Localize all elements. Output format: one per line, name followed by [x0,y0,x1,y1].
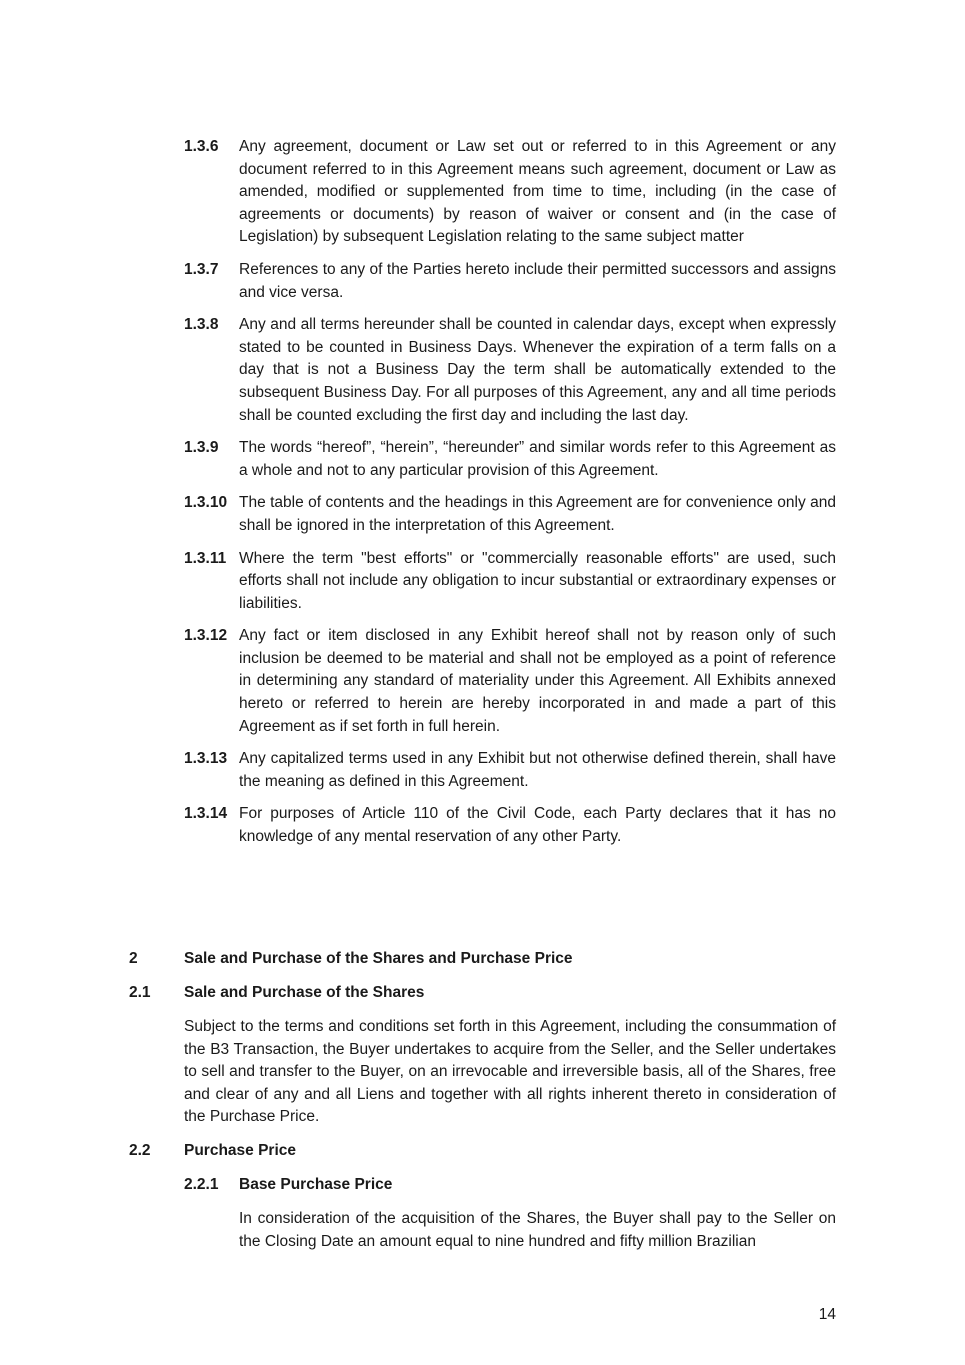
clause-text: References to any of the Parties hereto include their permitted successors and assigns and vice versa. [239,260,836,301]
clause-1-3-6 [184,136,836,249]
clause-1-3-10 [184,492,836,537]
clause-number: 1.3.11 [184,549,227,567]
clause-1-3-12 [184,625,836,738]
clause-1-3-13 [184,748,836,793]
clause-text: Any and all terms hereunder shall be counted in calendar days, except when expressly stated to be counted in Business Days. Whenever the expiration of a term falls on a day that is not a Business Day the term shall be automatically extended to the subsequent Business Day. For all purposes of this Agreement, any and all time periods shall be counted excluding the first day and including the last day. [239,316,836,424]
clause-number: 1.3.7 [184,260,219,278]
section-2-1-heading [129,982,424,1004]
clause-1-3-8 [184,314,836,427]
section-2-2-1-heading [184,1174,392,1196]
clause-1-3-11 [184,548,836,616]
section-number: 2.2 [129,1142,151,1159]
clause-text: Any agreement, document or Law set out or referred to in this Agreement or any document referred to in this Agreement means such agreement, document or Law as amended, modified or supplemented from time to time, including (in the case of agreements or documents) by reason of waiver or consent and (in the case of Legislation) by subsequent Legislation relating to the same subject matter [239,138,836,246]
clause-number: 1.3.8 [184,316,219,334]
clause-1-3-9 [184,437,836,482]
clause-number: 1.3.14 [184,805,228,823]
clause-text: Any fact or item disclosed in any Exhibit hereof shall not by reason only of such inclusion be deemed to be material and shall not be employed as a point of reference in determining any standard of materiality under this Agreement. All Exhibits annexed hereto or referred to herein are hereby incorporated in and made a part of this Agreement as if set forth in full herein. [239,627,836,735]
clause-text: Where the term "best efforts" or "commercially reasonable efforts" are used, such efforts shall not include any obligation to incur substantial or extraordinary expenses or liabilities. [239,549,836,612]
clause-text: For purposes of Article 110 of the Civil Code, each Party declares that it has no knowledge of any mental reservation of any other Party. [239,805,836,846]
clause-number: 1.3.6 [184,138,219,155]
clause-1-3-14 [184,803,836,848]
clause-text: The words “hereof”, “herein”, “hereunder” and similar words refer to this Agreement as a whole and not to any particular provision of this Agreement. [239,439,836,479]
clause-number: 1.3.12 [184,627,228,645]
section-title: Purchase Price [184,1142,297,1159]
clause-list [184,136,836,859]
section-2-2-heading [129,1140,296,1162]
section-title: Sale and Purchase of the Shares [184,984,425,1001]
clause-number: 1.3.13 [184,750,228,768]
section-2-1-body: Subject to the terms and conditions set forth in this Agreement, including the consummation of the B3 Transaction, the Buyer undertakes to acquire from the Seller, and the Seller undertakes to sell and transfer to the Buyer, on an irrevocable and irreversible basis, all of the Shares, free and clear of any and all Liens and together with all rights inherent thereto in consideration of the Purchase Price. [184,1018,836,1126]
section-number: 2.1 [129,984,151,1001]
section-number: 2 [129,950,138,967]
clause-text: Any capitalized terms used in any Exhibit but not otherwise defined therein, shall have the meaning as defined in this Agreement. [239,750,836,790]
clause-number: 1.3.10 [184,494,228,512]
section-2-2-1-body: In consideration of the acquisition of the Shares, the Buyer shall pay to the Seller on the Closing Date an amount equal to nine hundred and fifty million Brazilian [239,1210,836,1250]
clause-text: The table of contents and the headings in this Agreement are for convenience only and shall be ignored in the interpretation of this Agreement. [239,494,836,534]
section-2-heading [129,948,573,970]
section-title: Sale and Purchase of the Shares and Purchase Price [184,950,573,967]
page-number: 14 [818,1306,836,1323]
clause-number: 1.3.9 [184,439,219,457]
section-number: 2.2.1 [184,1176,219,1193]
section-title: Base Purchase Price [239,1176,393,1193]
clause-1-3-7 [184,259,836,304]
